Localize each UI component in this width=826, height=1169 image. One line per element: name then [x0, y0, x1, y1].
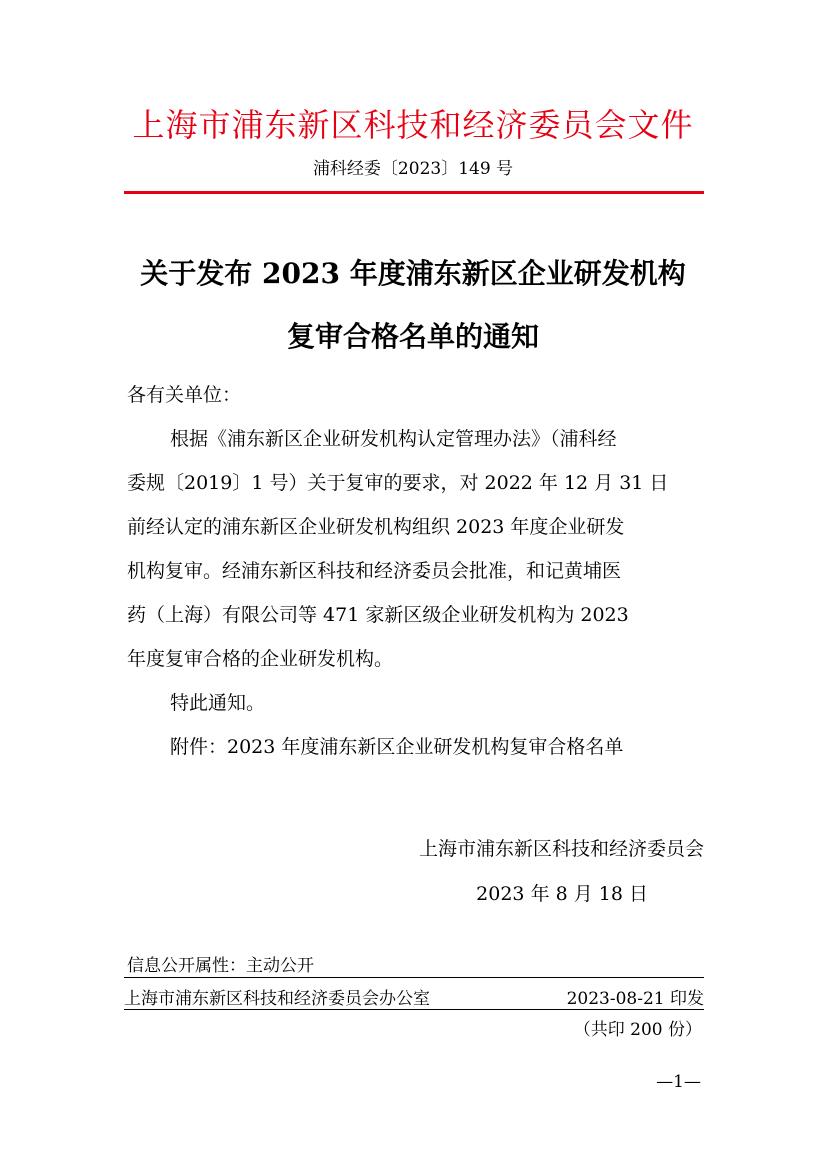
- body-line: 前经认定的浦东新区企业研发机构组织 2023 年度企业研发: [127, 516, 625, 538]
- body-line: 年度复审合格的企业研发机构。: [127, 648, 394, 670]
- notice-title-line-1: 关于发布 2023 年度浦东新区企业研发机构: [140, 257, 686, 290]
- issuing-office: 上海市浦东新区科技和经济委员会办公室: [124, 989, 430, 1009]
- body-line: 药（上海）有限公司等 471 家新区级企业研发机构为 2023: [127, 604, 629, 626]
- attachment-text: 附件：2023 年度浦东新区企业研发机构复审合格名单: [170, 736, 624, 758]
- page-number: —1—: [656, 1072, 701, 1092]
- document-number: 浦科经委〔2023〕149 号: [312, 159, 514, 179]
- body-line: 委规〔2019〕1 号）关于复审的要求，对 2022 年 12 月 31 日: [127, 472, 669, 494]
- notice-title-line-2: 复审合格名单的通知: [286, 320, 539, 353]
- body-line: 根据《浦东新区企业研发机构认定管理办法》（浦科经: [170, 428, 617, 450]
- red-divider-line: [124, 191, 704, 194]
- copies-count: （共印 200 份）: [573, 1020, 702, 1040]
- footer-rule-bottom: [124, 1009, 704, 1010]
- closing-text: 特此通知。: [170, 692, 266, 714]
- body-line: 机构复审。经浦东新区科技和经济委员会批准，和记黄埔医: [127, 560, 622, 582]
- footer-rule-top: [124, 977, 704, 978]
- disclosure-attribute: 信息公开属性：主动公开: [127, 956, 314, 976]
- salutation: 各有关单位：: [127, 384, 242, 406]
- signature-org: 上海市浦东新区科技和经济委员会: [418, 838, 704, 860]
- issue-date: 2023-08-21 印发: [566, 989, 704, 1009]
- issuer-header: 上海市浦东新区科技和经济委员会文件: [132, 106, 694, 144]
- signature-date: 2023 年 8 月 18 日: [476, 883, 648, 905]
